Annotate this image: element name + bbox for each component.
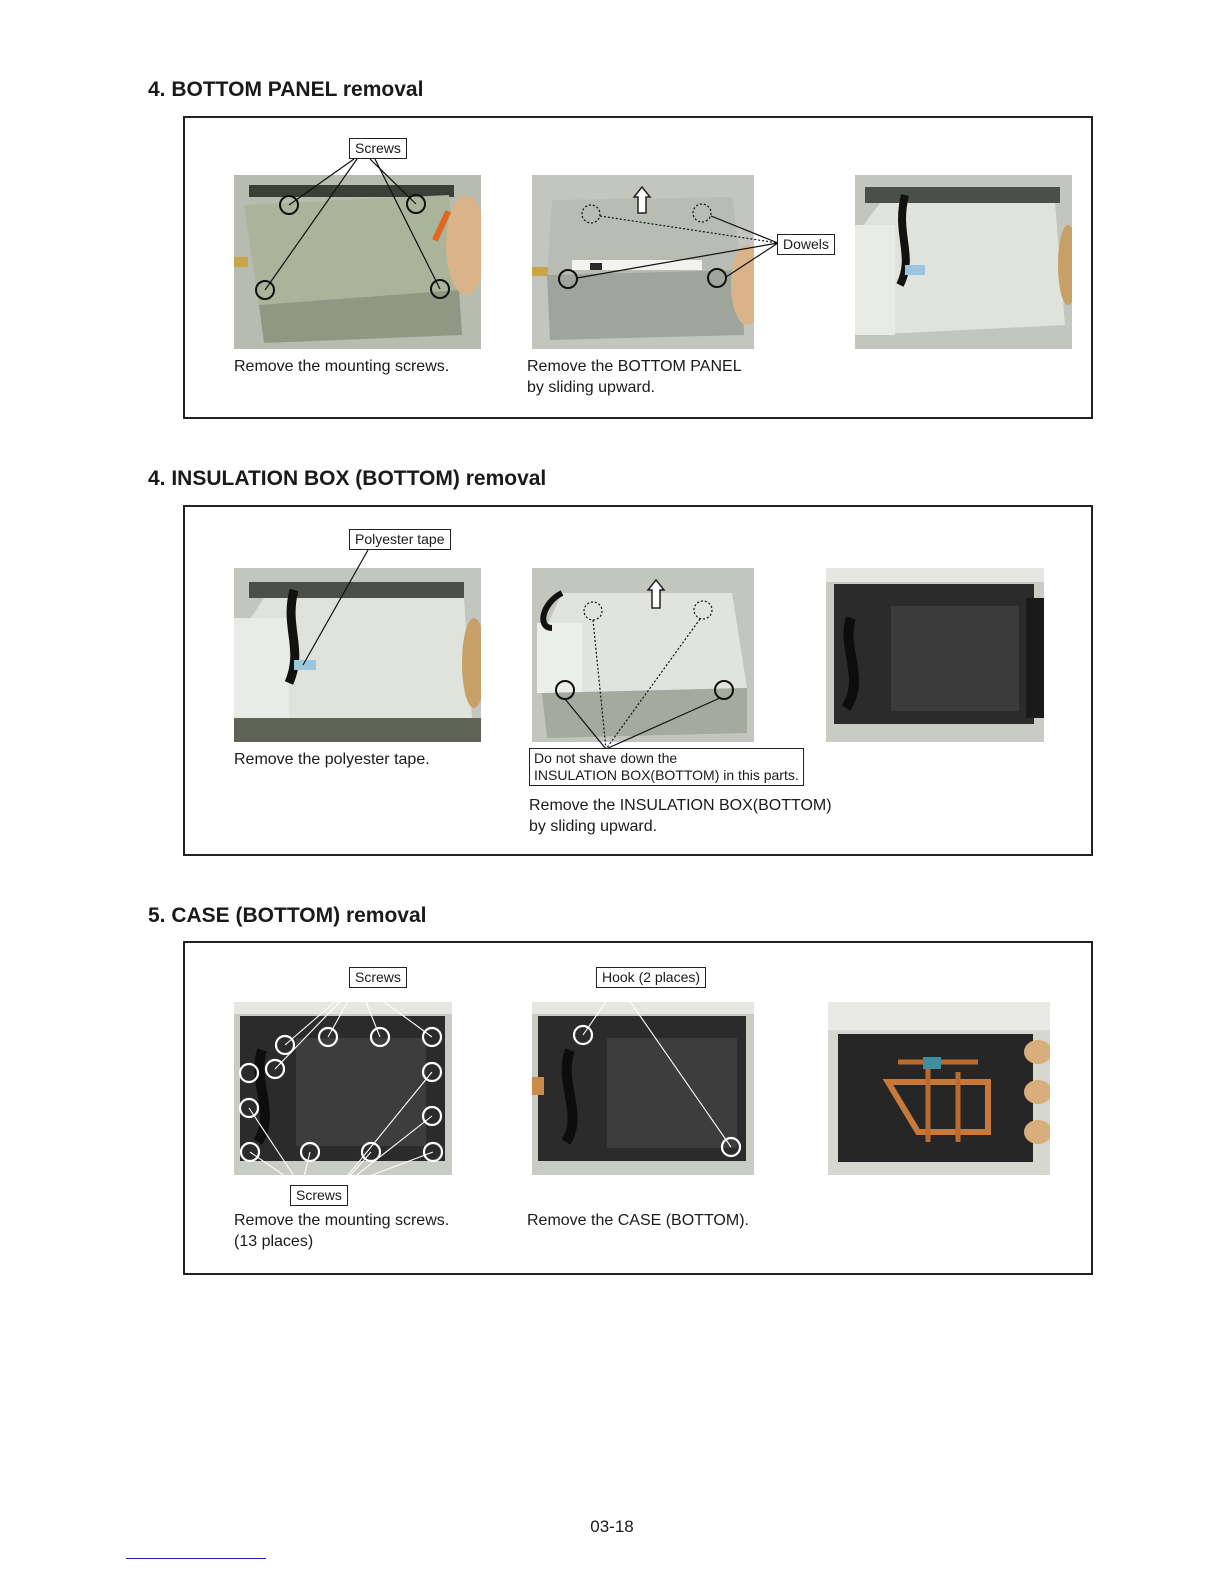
photo-unit-with-screwdriver — [234, 175, 481, 349]
warning-line-2: INSULATION BOX(BOTTOM) in this parts. — [534, 767, 799, 783]
polyester-tape-label: Polyester tape — [349, 529, 451, 550]
photo-case-bottom-exposed — [826, 568, 1044, 742]
photo-case-hooks — [532, 1002, 754, 1175]
photo-insulation-sliding — [532, 568, 754, 742]
footer-rule — [126, 1558, 266, 1559]
photo-case-removed-piping — [828, 1002, 1050, 1175]
screws-bottom-label: Screws — [290, 1185, 348, 1206]
photo-polyester-tape — [234, 568, 481, 742]
photo-panel-sliding — [532, 175, 754, 349]
section-title-insulation-box: 4. INSULATION BOX (BOTTOM) removal — [148, 467, 547, 490]
warning-note-box — [529, 748, 804, 786]
caption-remove-polyester-tape: Remove the polyester tape. — [234, 751, 430, 768]
dowels-label: Dowels — [777, 234, 835, 255]
section-title-bottom-panel: 4. BOTTOM PANEL removal — [148, 78, 424, 101]
caption-remove-bottom-panel: Remove the BOTTOM PANEL — [527, 358, 742, 375]
screws-label: Screws — [349, 138, 407, 159]
caption-sliding-upward-2: by sliding upward. — [529, 818, 658, 835]
hook-label: Hook (2 places) — [596, 967, 706, 988]
photo-insulation-box-exposed — [855, 175, 1072, 349]
caption-remove-insulation-box: Remove the INSULATION BOX(BOTTOM) — [529, 797, 832, 814]
warning-line-1: Do not shave down the — [534, 750, 678, 766]
caption-sliding-upward: by sliding upward. — [527, 379, 656, 396]
caption-remove-case-bottom: Remove the CASE (BOTTOM). — [527, 1212, 749, 1229]
caption-13-places: (13 places) — [234, 1233, 314, 1250]
screws-top-label: Screws — [349, 967, 407, 988]
caption-remove-mounting-screws: Remove the mounting screws. — [234, 358, 450, 375]
caption-remove-mounting-screws-13: Remove the mounting screws. — [234, 1212, 450, 1229]
section-title-case-bottom: 5. CASE (BOTTOM) removal — [148, 904, 427, 927]
page-number: 03-18 — [590, 1517, 634, 1536]
photo-case-screws — [234, 1002, 452, 1175]
